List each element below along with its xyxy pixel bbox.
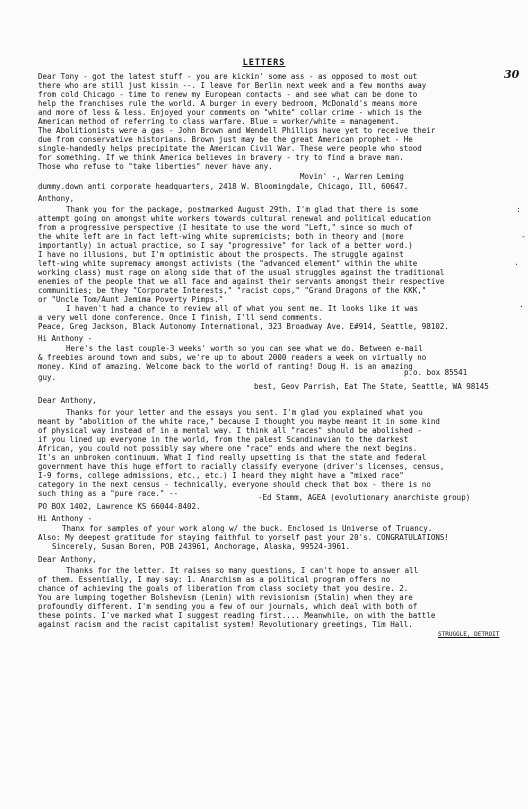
letter-4-line: It's an unbroken continuum. What I find really upsetting is that the state and federal bbox=[38, 453, 427, 462]
letter-3-signature: best, Geov Parrish, Eat The State, Seattle, WA 98145 bbox=[254, 382, 489, 391]
letter-3-salutation: Hi Anthony - bbox=[38, 334, 93, 343]
letter-6-salutation: Dear Anthony, bbox=[38, 555, 97, 564]
scan-speck: : bbox=[516, 205, 521, 214]
letter-3-line: & freebies around town and subs, we're up to about 2000 readers a week on virtually no bbox=[38, 353, 427, 362]
letter-1-line: and more of less & less. Enjoyed your comments on "white" collar crime - which is the bbox=[38, 108, 422, 117]
letter-6-line: profoundly different. I'm sending you a few of our journals, which deal with both of bbox=[38, 602, 418, 611]
letter-1-signature: Movin' -, Warren Leming bbox=[300, 172, 404, 181]
letter-2-line: I have no illusions, but I'm optimistic about the prospects. The struggle against bbox=[38, 250, 404, 259]
letter-2-line: working class) must rage on along side that of the usual struggles against the traditional bbox=[38, 268, 445, 277]
letter-6-line: of them. Essentially, I may say: 1. Anarchism as a political program offers no bbox=[38, 575, 391, 584]
letter-2-line: a very well done conference. Once I finish, I'll send comments. bbox=[38, 313, 323, 322]
letter-2-line: importantly) in actual practice, so I say "progressive" for lack of a better word.) bbox=[38, 241, 413, 250]
letter-4-line: category in the next census - technically, everyone should check that box - there is no bbox=[38, 480, 431, 489]
letter-2-line: or "Uncle Tom/Aunt Jemima Poverty Pimps." bbox=[38, 295, 224, 304]
letter-6-line: You are lumping together Bolshevism (Lenin) with revisionism (Stalin) when they are bbox=[38, 593, 413, 602]
letter-2-signature: Peace, Greg Jackson, Black Autonomy International, 323 Broadway Ave. E#914, Seattle, 98102. bbox=[38, 322, 449, 331]
letter-6-line: chance of achieving the goals of liberation from class society that you desire. 2. bbox=[38, 584, 409, 593]
letter-1-line: there who are still just kissin --. I leave for Berlin next week and a few months away bbox=[38, 81, 427, 90]
letter-2-line: enemies of the people that we all face and against their servants amongst their respective bbox=[38, 277, 445, 286]
letter-1-line: Those who refuse to "take liberties" never have any. bbox=[38, 162, 273, 171]
letter-2-line: from a progressive perspective (I hesitate to use the word "Left," since so much of bbox=[38, 223, 413, 232]
letter-5-line: Sincerely, Susan Boren, POB 243961, Anchorage, Alaska, 99524-3961. bbox=[52, 542, 351, 551]
scan-speck: . bbox=[514, 258, 519, 267]
letter-3-line: Here's the last couple-3 weeks' worth so you can see what we do. Between e-mail bbox=[66, 344, 423, 353]
letter-4-line: African, you could not possibly say where one "race" ends and where the next begins. bbox=[38, 444, 418, 453]
letter-5-line: Also: My deepest gratitude for staying faithful to yorself past your 20's. CONGRATULATIONS! bbox=[38, 533, 449, 542]
letter-6-line: Thanks for the letter. It raises so many questions, I can't hope to answer all bbox=[66, 566, 419, 575]
letter-4-line: meant by "abolition of the white race," because I thought you maybe meant it in some kind bbox=[38, 417, 440, 426]
letter-1-line: American method of referring to class warfare. Blue = worker/white = management. bbox=[38, 117, 400, 126]
page-number: 30 bbox=[504, 68, 520, 81]
letter-2-salutation: Anthony, bbox=[38, 194, 75, 203]
letter-1-address: dummy.down anti corporate headquarters, 2418 W. Bloomingdale, Chicago, Ill, 60647. bbox=[38, 182, 409, 191]
letter-3-line: money. Kind of amazing. Welcome back to the world of ranting! Doug H. is an amazing bbox=[38, 362, 413, 371]
letter-4-line: I-9 forms, college admissions, etc., etc.) I heard they might have a "mixed race" bbox=[38, 471, 404, 480]
letter-1-line: The Abolitionists were a gas - John Brown and Wendell Phillips have yet to receive their bbox=[38, 126, 436, 135]
letter-4-line: Thanks for your letter and the essays you sent. I'm glad you explained what you bbox=[66, 408, 423, 417]
letter-4-line: if you lined up everyone in the world, from the palest Scandinavian to the darkest bbox=[38, 435, 409, 444]
letter-1-line: Dear Tony - got the latest stuff - you are kickin' some ass - as opposed to most out bbox=[38, 72, 418, 81]
letter-4-line: of physical way instead of in a mental way. I think all "races" should be abolished - bbox=[38, 426, 422, 435]
letter-6-footer-mark: STRUGGLE, DETROIT bbox=[438, 631, 500, 638]
letter-5-line: Thanx for samples of your work along w/ the buck. Enclosed is Universe of Truancy. bbox=[62, 524, 433, 533]
letter-4-line: government have this huge effort to racially classify everyone (driver's licenses, census, bbox=[38, 462, 445, 471]
letter-4-salutation: Dear Anthony, bbox=[38, 396, 97, 405]
scan-speck: - bbox=[521, 232, 526, 241]
letter-4-signature: -Ed Stamm, AGEA (evolutionary anarchiste group) bbox=[258, 493, 471, 502]
letter-2-line: communities; be they "Corporate Interests," "racist cops," "Grand Dragons of the KKK," bbox=[38, 286, 427, 295]
letter-3-po-box: p.o. box 85541 bbox=[404, 368, 468, 377]
scan-speck: . bbox=[519, 300, 524, 309]
letter-2-line: I haven't had a chance to review all of what you sent me. It looks like it was bbox=[66, 304, 419, 313]
letter-1-line: from cold Chicago - time to renew my European contacts - and see what can be done to bbox=[38, 90, 418, 99]
letter-6-line: against racism and the racist capitalist system! Revolutionary greetings, Tim Hall. bbox=[38, 620, 413, 629]
letter-2-line: left-wing white supremacy amongst activists (the "advanced element" within the white bbox=[38, 259, 418, 268]
letter-4-address: PO BOX 1402, Lawrence KS 66044-8402. bbox=[38, 502, 201, 511]
letter-4-line: such thing as a "pure race." -- bbox=[38, 489, 178, 498]
letter-1-line: for something. If we think America believes in bravery - try to find a brave man. bbox=[38, 153, 404, 162]
letter-3-line: guy. bbox=[38, 373, 57, 382]
letter-1-line: help the franchises rule the world. A burger in every bedroom, McDonald's means more bbox=[38, 99, 418, 108]
letter-5-salutation: Hi Anthony - bbox=[38, 514, 93, 523]
letter-2-line: attempt going on amongst white workers towards cultural renewal and political education bbox=[38, 214, 431, 223]
letter-2-line: Thank you for the package, postmarked August 29th. I'm glad that there is some bbox=[66, 205, 419, 214]
letter-1-line: due from conservative historians. Brown just may be the great American prophet - He bbox=[38, 135, 413, 144]
letter-6-line: these points. I've marked what I suggest reading first.... Meanwhile, on with the battle bbox=[38, 611, 436, 620]
letter-2-line: the white left are in fact left-wing white supremicists; both in theory and (more bbox=[38, 232, 404, 241]
letter-1-line: single-handedly helps precipitate the American Civil War. These were people who stood bbox=[38, 144, 422, 153]
page-title: LETTERS bbox=[242, 58, 286, 68]
